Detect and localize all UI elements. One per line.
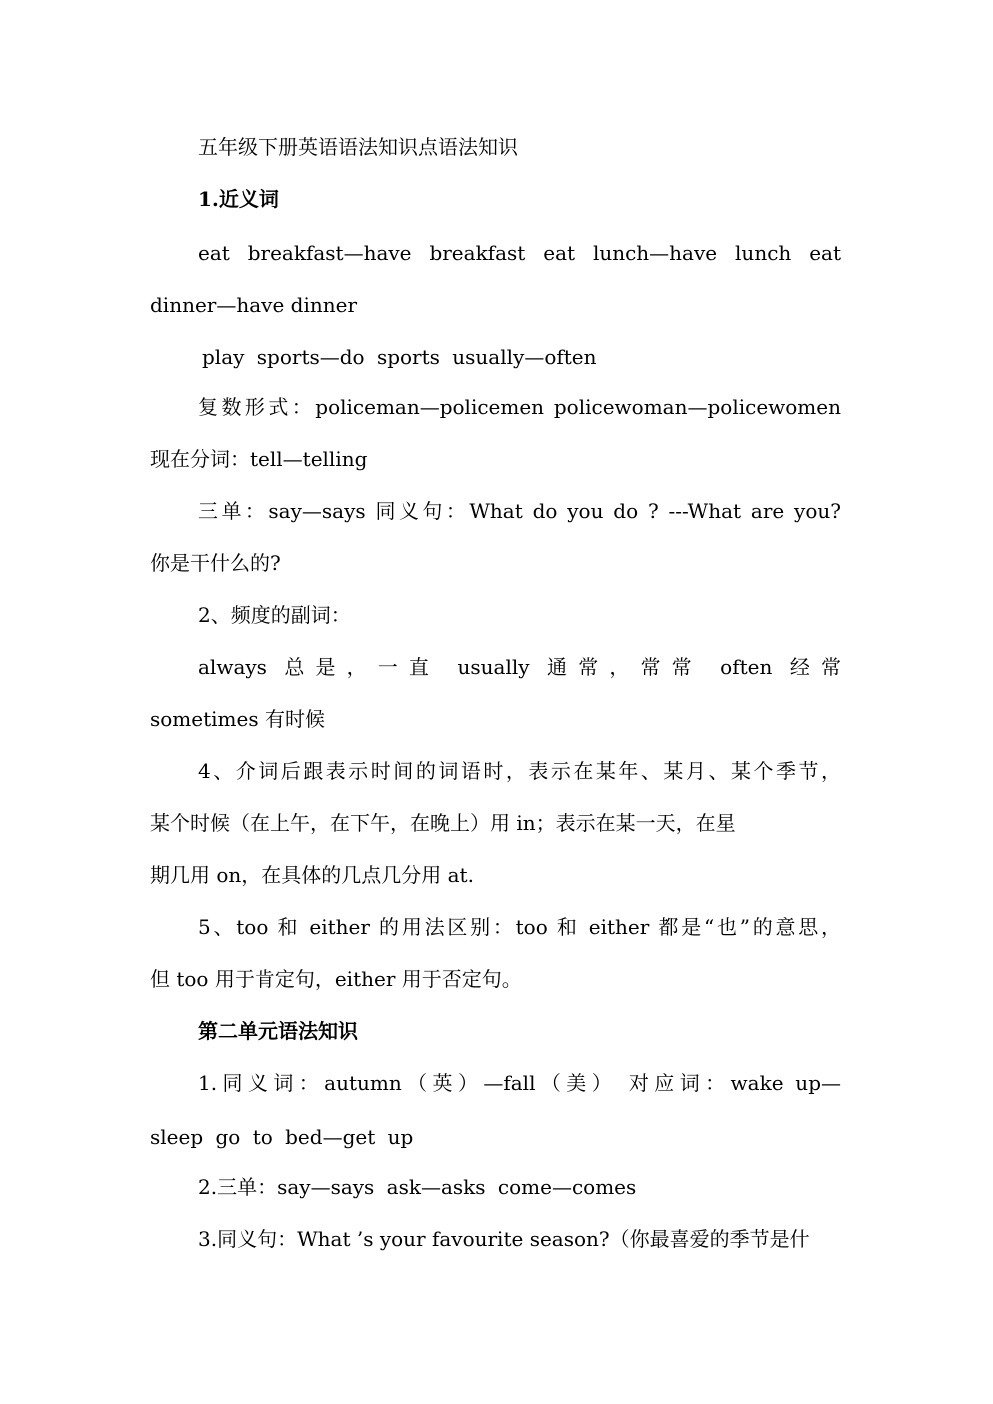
paragraph-line: 2.三单：say—says ask—asks come—comes: [198, 1175, 637, 1199]
paragraph-line: sometimes 有时候: [150, 707, 325, 731]
paragraph-line: 复数形式：policeman—policemen policewoman—policewomen: [198, 395, 841, 419]
document-title: 五年级下册英语语法知识点语法知识: [198, 135, 518, 159]
paragraph-line: 3.同义句：What ’s your favourite season?（你最喜爱的季节是什: [198, 1227, 810, 1251]
paragraph-line: eat breakfast—have breakfast eat lunch—have lunch eat: [198, 241, 841, 265]
paragraph-line: sleep go to bed—get up: [150, 1125, 414, 1149]
paragraph-line: 三单：say—says 同义句：What do you do ? ---What are you?: [198, 499, 841, 523]
paragraph-line: play sports—do sports usually—often: [202, 345, 597, 369]
paragraph-line: 某个时候（在上午，在下午，在晚上）用 in；表示在某一天，在星: [150, 811, 736, 835]
paragraph-line: dinner—have dinner: [150, 293, 358, 317]
section-heading: 2、频度的副词：: [198, 603, 351, 627]
paragraph-line: 4、介词后跟表示时间的词语时，表示在某年、某月、某个季节，: [198, 759, 841, 783]
section-heading: 1.近义词: [198, 187, 279, 211]
paragraph-line: 5、too 和 either 的用法区别：too 和 either 都是“也”的意思，: [198, 915, 841, 939]
section-heading: 第二单元语法知识: [198, 1019, 358, 1043]
paragraph-line: 现在分词：tell—telling: [150, 447, 368, 471]
paragraph-line: 你是干什么的?: [150, 551, 281, 575]
paragraph-line: 1.同义词：autumn（英）—fall（美） 对应词：wake up—: [198, 1071, 841, 1095]
paragraph-line: 期几用 on，在具体的几点几分用 at.: [150, 863, 474, 887]
paragraph-line: always 总是，一直 usually 通常，常常 often 经常: [198, 655, 841, 679]
paragraph-line: 但 too 用于肯定句，either 用于否定句。: [150, 967, 522, 991]
